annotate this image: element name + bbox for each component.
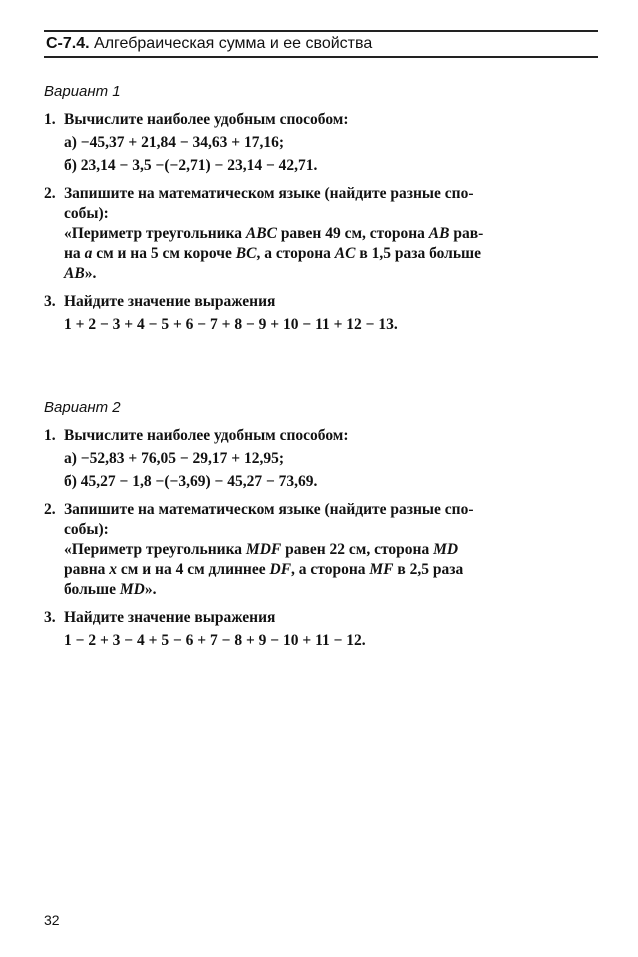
task-1 <box>44 426 604 492</box>
task-3 <box>44 608 604 651</box>
task-expression: 1 − 2 + 3 − 4 + 5 − 6 + 7 − 8 + 9 − 10 + 11 − 12. <box>64 632 366 649</box>
variant-title: Вариант 2 <box>44 399 121 416</box>
task-title: Найдите значение выражения <box>64 609 276 626</box>
variant-1 <box>44 82 604 335</box>
page-number: 32 <box>44 912 60 928</box>
task-title: Вычислите наиболее удобным способом: <box>64 427 349 444</box>
task-quote: «Периметр треугольника MDF равен 22 см, сторона MD равна x см и на 4 см длиннее DF, а сторона MF в 2,5 раза больше MD». <box>64 541 464 598</box>
task-number: 1. <box>44 111 56 128</box>
task-title: Запишите на математическом языке (найдите разные спо- <box>64 501 474 518</box>
task-title: Вычислите наиболее удобным способом: <box>64 111 349 128</box>
task-item-a: а) −52,83 + 76,05 − 29,17 + 12,95; <box>64 450 285 467</box>
task-number: 2. <box>44 501 56 518</box>
task-2 <box>44 184 604 284</box>
section-header <box>44 30 598 58</box>
task-1 <box>44 110 604 176</box>
task-title: Найдите значение выражения <box>64 293 276 310</box>
task-number: 3. <box>44 293 56 310</box>
task-title: Запишите на математическом языке (найдите разные спо- <box>64 185 474 202</box>
task-expression: 1 + 2 − 3 + 4 − 5 + 6 − 7 + 8 − 9 + 10 − 11 + 12 − 13. <box>64 316 398 333</box>
task-item-b: б) 23,14 − 3,5 −(−2,71) − 23,14 − 42,71. <box>64 157 318 174</box>
task-2 <box>44 500 604 600</box>
task-number: 3. <box>44 609 56 626</box>
section-code: С-7.4. <box>46 35 90 52</box>
task-item-a: а) −45,37 + 21,84 − 34,63 + 17,16; <box>64 134 285 151</box>
task-number: 2. <box>44 185 56 202</box>
task-item-b: б) 45,27 − 1,8 −(−3,69) − 45,27 − 73,69. <box>64 473 318 490</box>
section-title: Алгебраическая сумма и ее свойства <box>94 35 373 52</box>
task-title-cont: собы): <box>64 521 109 538</box>
task-title-cont: собы): <box>64 205 109 222</box>
task-number: 1. <box>44 427 56 444</box>
task-quote: «Периметр треугольника ABC равен 49 см, сторона AB рав- на a см и на 5 см короче BC, а сторона AC в 1,5 раза больше AB». <box>64 225 484 282</box>
variant-2 <box>44 398 604 651</box>
task-3 <box>44 292 604 335</box>
variant-title: Вариант 1 <box>44 83 121 100</box>
